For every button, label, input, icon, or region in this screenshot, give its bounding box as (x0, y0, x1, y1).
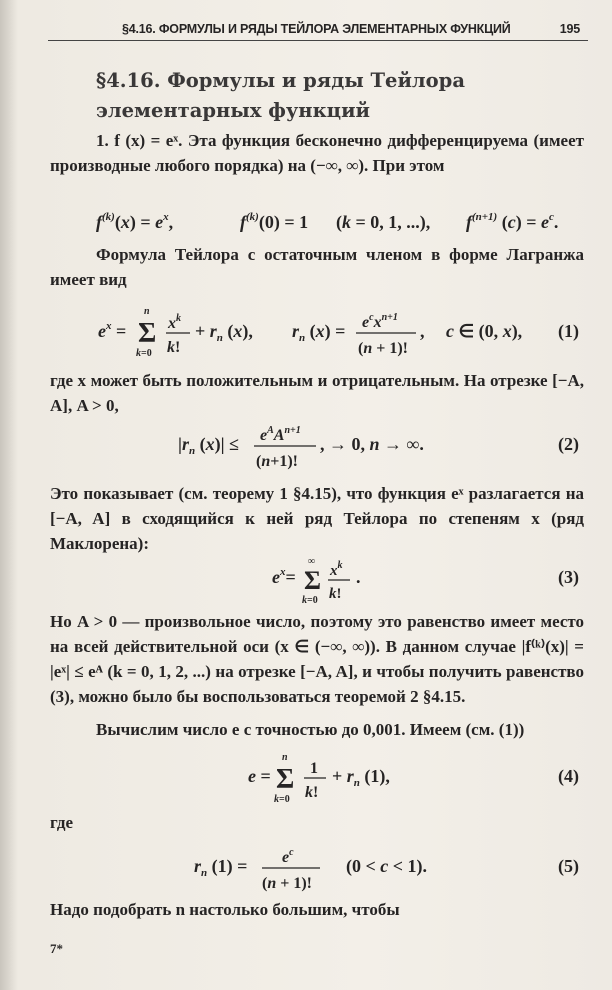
equation-2 (50, 416, 584, 476)
equation-5 (50, 838, 584, 898)
svg-text:f(k)(0) = 1: $f^{(k)}(0) = 1$ (240, 211, 309, 232)
paragraph-7: где (50, 813, 74, 832)
svg-text:e =: e = (248, 766, 271, 786)
svg-text:n: n (144, 306, 150, 317)
paragraph-8: Надо подобрать n настолько большим, чтобы (50, 900, 400, 919)
svg-text:rn (1) =: $r_n$ (1) = (194, 856, 248, 879)
svg-text:k=0: k=0 (136, 348, 152, 359)
svg-text:(4): (4) (558, 766, 579, 786)
svg-text:n: n (282, 752, 288, 763)
svg-text:k!: k! (329, 586, 342, 602)
svg-text:(1): (1) (558, 321, 579, 341)
svg-text:(2): (2) (558, 434, 579, 454)
svg-text:ex =: $e^x$ = (98, 320, 127, 341)
equation-1 (50, 300, 584, 364)
svg-text:c ∈ (0, x),: c ∈ (0, x), (446, 321, 523, 341)
svg-text:ec: $e^c$ (282, 847, 294, 866)
svg-text:+ rn (x),: + $r_n$ (x), (195, 321, 253, 344)
equation-0 (50, 203, 584, 237)
svg-text:k=0: k=0 (274, 794, 290, 805)
svg-text:|rn (x)| ≤: $|r_n$ (x)| ≤ (178, 434, 239, 457)
svg-text:k!: k! (167, 339, 181, 356)
svg-text:Σ: Σ (276, 764, 295, 795)
running-title: §4.16. ФОРМУЛЫ И РЯДЫ ТЕЙЛОРА ЭЛЕМЕНТАРНЫХ ФУНКЦИЙ (122, 22, 511, 36)
equation-3 (50, 553, 584, 609)
paragraph-6: Вычислим число e с точностью до 0,001. Имеем (см. (1)) (96, 720, 525, 739)
svg-text:+ rn (1),: + $r_n$ (1), (332, 766, 390, 789)
paragraph-4: Это показывает (см. теорему 1 §4.15), что функция eˣ разлагается на [−A, A] в сходящийся к ней ряд Тейлора по степеням x (ряд Маклорена): (50, 484, 584, 553)
svg-text:xk: $x^k$ (330, 560, 343, 579)
svg-text:(0 < c < 1).: (0 < c < 1). (346, 856, 428, 876)
svg-text:ex=: $e^x=$ (272, 566, 296, 587)
svg-text:(n + 1)!: (n + 1)! (262, 875, 313, 892)
svg-text:(3): (3) (558, 567, 579, 587)
svg-text:(n + 1)!: (n + 1)! (358, 340, 409, 357)
svg-text:(5): (5) (558, 856, 579, 876)
svg-text:Σ: Σ (304, 566, 321, 595)
paragraph-2: Формула Тейлора с остаточным членом в форме Лагранжа имеет вид (50, 245, 584, 289)
equation-4 (50, 746, 584, 808)
paragraph-3: где x может быть положительным и отрицательным. На отрезке [−A, A], A > 0, (50, 371, 584, 415)
svg-text:1: 1 (310, 760, 318, 777)
svg-text:, → 0, n → ∞.: , → 0, n → ∞. (320, 434, 424, 454)
running-header (48, 18, 588, 41)
svg-text:f(n+1) (c) = ec.: $f^{(n+1)}$ $(c) = e^c$. (466, 211, 559, 232)
svg-text:,: , (420, 321, 425, 341)
svg-text:rn (x) =: $r_n$ (x) = (292, 321, 346, 344)
svg-text:(n+1)!: (n+1)! (256, 453, 299, 470)
svg-text:Σ: Σ (138, 318, 157, 349)
paragraph-5: Но A > 0 — произвольное число, поэтому это равенство имеет место на всей действительной оси (x ∈ (−∞, ∞)). В данном случае |f⁽ᵏ⁾(x)| = |eˣ| ≤ eᴬ (k = 0, 1, 2, ...) на отрезке [−A, A], и чтобы получить равенство (3), можно было бы воспользоваться теоремой 2 §4.15. (50, 612, 584, 706)
svg-text:k!: k! (305, 784, 319, 801)
svg-text:k=0: k=0 (302, 595, 318, 606)
section-title-line1: §4.16. Формулы и ряды Тейлора (96, 69, 465, 92)
signature-mark: 7* (50, 941, 63, 956)
svg-text:xk: $x^k$ (168, 313, 181, 332)
svg-text:ecxn+1: $e^cx^{n+1}$ (362, 312, 398, 331)
svg-text:∞: ∞ (308, 556, 316, 567)
svg-text:eAAn+1: $e^AA^{n+1}$ (260, 425, 301, 444)
paragraph-1: 1. f (x) = eˣ. Эта функция бесконечно дифференцируема (имеет производные любого порядка) на (−∞, ∞). При этом (50, 131, 584, 175)
svg-text:(k = 0, 1, ...),: (k = 0, 1, ...), (336, 212, 431, 232)
svg-text:f(k)(x) = ex,: $f^{(k)}(x) = e^x$, (96, 211, 174, 232)
svg-text:.: . (356, 567, 361, 587)
section-title (96, 66, 576, 126)
section-title-line2: элементарных функций (96, 99, 370, 122)
page-number: 195 (559, 22, 580, 36)
